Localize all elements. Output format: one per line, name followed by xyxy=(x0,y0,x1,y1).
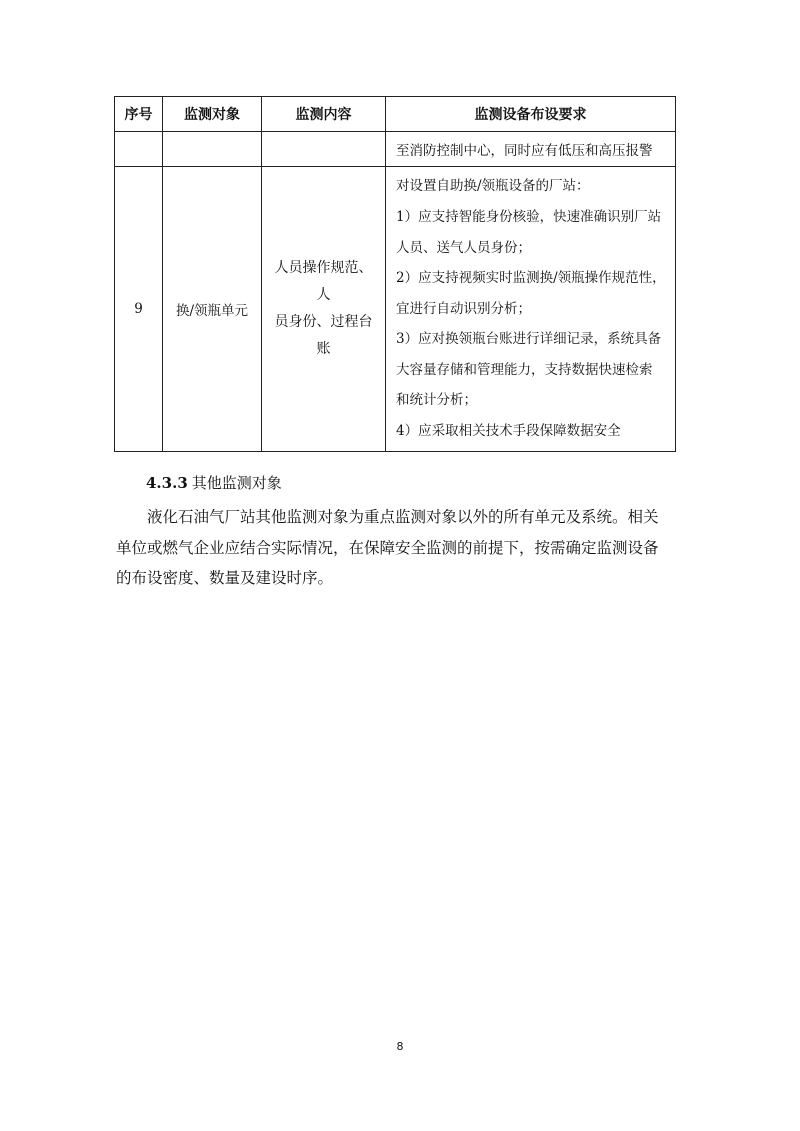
cell-serial-number: 9 xyxy=(115,167,163,452)
section-title: 其他监测对象 xyxy=(191,474,282,492)
section-heading xyxy=(146,471,282,495)
requirement-line: 人员、送气人员身份； xyxy=(396,239,531,256)
header-monitoring-object: 监测对象 xyxy=(163,97,262,132)
requirement-line: 大容量存储和管理能力，支持数据快速检索 xyxy=(396,361,653,378)
monitoring-requirements-table xyxy=(114,96,676,452)
table-header-row xyxy=(115,97,676,132)
table-row-9 xyxy=(115,167,676,452)
cell-equipment-requirements xyxy=(386,167,676,452)
requirement-line: 2）应支持视频实时监测换/领瓶操作规范性， xyxy=(396,270,666,287)
requirement-line: 3）应对换领瓶台账进行详细记录，系统具备 xyxy=(396,331,662,348)
cell-monitoring-object xyxy=(163,132,262,167)
requirement-line: 1）应支持智能身份核验，快速准确识别厂站 xyxy=(396,208,662,225)
header-equipment-requirements: 监测设备布设要求 xyxy=(386,97,676,132)
cell-monitoring-content xyxy=(262,132,386,167)
requirement-line: 对设置自助换/领瓶设备的厂站： xyxy=(396,178,590,195)
page-number: 8 xyxy=(396,1040,404,1053)
cell-equipment-requirements xyxy=(386,132,676,167)
requirement-line: 宜进行自动识别分析； xyxy=(396,300,531,317)
content-line: 员身份、过程台账 xyxy=(274,314,373,357)
cell-monitoring-content xyxy=(262,167,386,452)
cell-serial-number xyxy=(115,132,163,167)
table-row-continuation xyxy=(115,132,676,167)
requirement-line: 和统计分析； xyxy=(396,392,477,409)
body-paragraph xyxy=(116,502,682,594)
header-monitoring-content: 监测内容 xyxy=(262,97,386,132)
section-number: 4.3.3 xyxy=(146,474,188,492)
header-serial-number: 序号 xyxy=(115,97,163,132)
requirement-line: 4）应采取相关技术手段保障数据安全 xyxy=(396,423,621,440)
content-line: 人员操作规范、人 xyxy=(274,260,373,303)
cell-monitoring-object: 换/领瓶单元 xyxy=(163,167,262,452)
paragraph-line: 的布设密度、数量及建设时序。 xyxy=(116,569,334,587)
paragraph-line: 单位或燃气企业应结合实际情况，在保障安全监测的前提下，按需确定监测设备 xyxy=(116,538,659,557)
requirement-line: 至消防控制中心，同时应有低压和高压报警 xyxy=(396,143,653,159)
paragraph-line: 液化石油气厂站其他监测对象为重点监测对象以外的所有单元及系统。相关 xyxy=(147,508,659,526)
